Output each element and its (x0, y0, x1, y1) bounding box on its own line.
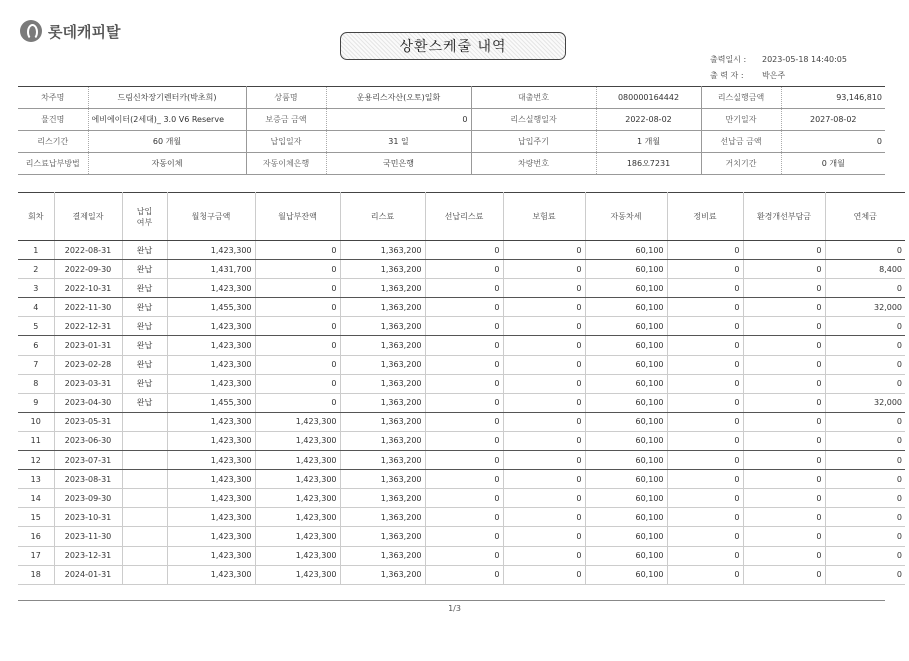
schedule-cell: 1,363,200 (340, 355, 425, 374)
schedule-cell: 0 (503, 317, 585, 336)
schedule-cell: 8 (18, 374, 54, 393)
schedule-cell: 0 (425, 431, 503, 450)
schedule-cell: 2022-08-31 (54, 241, 122, 260)
schedule-column-header: 납입 여부 (122, 193, 167, 241)
schedule-cell: 1,423,300 (255, 508, 340, 527)
company-logo (20, 20, 120, 42)
schedule-cell: 5 (18, 317, 54, 336)
schedule-cell (122, 431, 167, 450)
schedule-cell: 1,363,200 (340, 317, 425, 336)
schedule-cell: 1,423,300 (167, 431, 255, 450)
info-value: 1 개월 (596, 131, 701, 153)
schedule-cell: 0 (503, 279, 585, 298)
schedule-column-header: 정비료 (667, 193, 743, 241)
schedule-cell: 16 (18, 527, 54, 546)
schedule-cell: 2022-09-30 (54, 260, 122, 279)
info-label: 리스실행일자 (471, 109, 596, 131)
info-value: 2027-08-02 (781, 109, 885, 131)
info-value: 0 (326, 109, 471, 131)
schedule-cell: 1,431,700 (167, 260, 255, 279)
schedule-cell (122, 470, 167, 489)
schedule-cell: 1,363,200 (340, 412, 425, 431)
schedule-cell: 0 (503, 527, 585, 546)
schedule-cell: 0 (667, 470, 743, 489)
schedule-cell: 완납 (122, 355, 167, 374)
schedule-cell: 1,423,300 (167, 546, 255, 565)
schedule-cell: 0 (667, 393, 743, 412)
schedule-cell: 0 (425, 489, 503, 508)
schedule-cell: 0 (425, 279, 503, 298)
schedule-cell: 0 (743, 393, 825, 412)
schedule-cell (122, 412, 167, 431)
schedule-cell: 60,100 (585, 431, 667, 450)
schedule-cell: 60,100 (585, 546, 667, 565)
schedule-cell: 60,100 (585, 527, 667, 546)
schedule-cell: 60,100 (585, 565, 667, 584)
schedule-cell: 완납 (122, 279, 167, 298)
schedule-cell: 0 (667, 451, 743, 470)
schedule-cell: 0 (255, 298, 340, 317)
schedule-cell: 0 (825, 279, 905, 298)
schedule-cell: 60,100 (585, 374, 667, 393)
schedule-cell: 2023-12-31 (54, 546, 122, 565)
schedule-cell: 0 (503, 489, 585, 508)
schedule-cell: 0 (667, 317, 743, 336)
schedule-cell: 0 (743, 279, 825, 298)
schedule-cell: 2023-08-31 (54, 470, 122, 489)
info-label: 상품명 (246, 87, 326, 109)
info-label: 선납금 금액 (701, 131, 781, 153)
info-row (18, 109, 885, 131)
schedule-cell: 2023-10-31 (54, 508, 122, 527)
schedule-cell: 0 (667, 298, 743, 317)
schedule-cell: 1,423,300 (255, 546, 340, 565)
schedule-cell: 2022-12-31 (54, 317, 122, 336)
info-row (18, 131, 885, 153)
schedule-cell: 1,423,300 (255, 527, 340, 546)
schedule-cell: 2022-11-30 (54, 298, 122, 317)
schedule-cell: 완납 (122, 336, 167, 355)
schedule-cell: 1,423,300 (255, 412, 340, 431)
schedule-cell: 0 (743, 489, 825, 508)
schedule-cell: 0 (825, 546, 905, 565)
schedule-column-header: 리스료 (340, 193, 425, 241)
schedule-column-header: 선납리스료 (425, 193, 503, 241)
schedule-cell: 12 (18, 451, 54, 470)
schedule-cell: 완납 (122, 317, 167, 336)
schedule-cell: 0 (825, 336, 905, 355)
schedule-cell: 1,423,300 (255, 470, 340, 489)
schedule-cell: 1,363,200 (340, 451, 425, 470)
schedule-cell: 9 (18, 393, 54, 412)
schedule-cell: 6 (18, 336, 54, 355)
schedule-cell: 0 (825, 451, 905, 470)
schedule-row (18, 355, 905, 374)
schedule-cell: 0 (503, 260, 585, 279)
schedule-row (18, 546, 905, 565)
info-value: 60 개월 (88, 131, 246, 153)
schedule-cell: 0 (503, 241, 585, 260)
schedule-cell: 0 (425, 527, 503, 546)
schedule-cell: 0 (825, 470, 905, 489)
schedule-cell: 0 (743, 241, 825, 260)
schedule-cell: 2023-06-30 (54, 431, 122, 450)
schedule-cell: 1,363,200 (340, 546, 425, 565)
schedule-row (18, 565, 905, 584)
schedule-cell (122, 489, 167, 508)
info-label: 보증금 금액 (246, 109, 326, 131)
info-label: 차주명 (18, 87, 88, 109)
schedule-cell: 0 (503, 431, 585, 450)
schedule-cell: 0 (425, 546, 503, 565)
schedule-cell: 1,423,300 (167, 489, 255, 508)
schedule-cell: 60,100 (585, 508, 667, 527)
schedule-cell: 0 (425, 298, 503, 317)
schedule-cell: 0 (825, 241, 905, 260)
schedule-cell: 0 (743, 298, 825, 317)
schedule-cell: 완납 (122, 298, 167, 317)
schedule-cell: 0 (255, 260, 340, 279)
page-number: 1/3 (448, 604, 461, 613)
schedule-cell: 0 (743, 470, 825, 489)
info-label: 리스기간 (18, 131, 88, 153)
info-value: 운용리스자산(오토)일화 (326, 87, 471, 109)
schedule-cell: 15 (18, 508, 54, 527)
schedule-cell: 0 (425, 260, 503, 279)
schedule-cell: 1,423,300 (167, 451, 255, 470)
schedule-cell: 0 (255, 279, 340, 298)
schedule-cell: 0 (825, 489, 905, 508)
schedule-cell: 1,423,300 (255, 565, 340, 584)
schedule-row (18, 317, 905, 336)
schedule-cell: 3 (18, 279, 54, 298)
schedule-row (18, 298, 905, 317)
info-value: 080000164442 (596, 87, 701, 109)
schedule-cell: 0 (425, 508, 503, 527)
schedule-cell: 60,100 (585, 393, 667, 412)
schedule-cell: 1,423,300 (167, 355, 255, 374)
schedule-cell: 0 (743, 412, 825, 431)
schedule-cell: 0 (425, 374, 503, 393)
schedule-column-header: 월납부잔액 (255, 193, 340, 241)
schedule-cell: 0 (255, 336, 340, 355)
schedule-cell: 0 (503, 412, 585, 431)
schedule-cell: 0 (825, 355, 905, 374)
schedule-cell: 0 (503, 393, 585, 412)
info-label: 납입일자 (246, 131, 326, 153)
schedule-column-header: 연체금 (825, 193, 905, 241)
schedule-cell: 0 (667, 412, 743, 431)
schedule-row (18, 279, 905, 298)
schedule-column-header: 월청구금액 (167, 193, 255, 241)
schedule-cell: 0 (825, 508, 905, 527)
schedule-row (18, 508, 905, 527)
schedule-cell: 1,363,200 (340, 260, 425, 279)
schedule-cell: 0 (425, 451, 503, 470)
schedule-cell: 60,100 (585, 336, 667, 355)
schedule-cell: 완납 (122, 241, 167, 260)
schedule-cell: 0 (425, 241, 503, 260)
schedule-cell: 2024-01-31 (54, 565, 122, 584)
schedule-row (18, 393, 905, 412)
info-value: 186오7231 (596, 153, 701, 175)
info-label: 물건명 (18, 109, 88, 131)
schedule-cell: 17 (18, 546, 54, 565)
schedule-column-header: 환경개선부담금 (743, 193, 825, 241)
schedule-cell: 0 (667, 565, 743, 584)
schedule-cell: 0 (503, 508, 585, 527)
schedule-cell: 2 (18, 260, 54, 279)
schedule-cell: 2023-07-31 (54, 451, 122, 470)
schedule-cell (122, 565, 167, 584)
schedule-cell (122, 451, 167, 470)
schedule-cell: 7 (18, 355, 54, 374)
schedule-cell: 1,423,300 (167, 412, 255, 431)
schedule-cell: 60,100 (585, 279, 667, 298)
schedule-cell: 1,423,300 (167, 527, 255, 546)
schedule-column-header: 회차 (18, 193, 54, 241)
schedule-cell: 0 (255, 393, 340, 412)
info-label: 대출번호 (471, 87, 596, 109)
schedule-cell: 1,455,300 (167, 298, 255, 317)
info-value: 93,146,810 (781, 87, 885, 109)
footer-divider (18, 600, 885, 601)
schedule-cell: 1,363,200 (340, 393, 425, 412)
schedule-cell: 2022-10-31 (54, 279, 122, 298)
schedule-row (18, 412, 905, 431)
schedule-cell: 0 (255, 374, 340, 393)
schedule-cell: 완납 (122, 260, 167, 279)
schedule-cell: 0 (743, 336, 825, 355)
schedule-cell: 0 (255, 241, 340, 260)
schedule-column-header: 자동차세 (585, 193, 667, 241)
schedule-cell: 2023-09-30 (54, 489, 122, 508)
schedule-cell: 완납 (122, 374, 167, 393)
print-user-value: 박은주 (762, 71, 786, 80)
schedule-cell: 1,363,200 (340, 565, 425, 584)
schedule-cell: 0 (825, 412, 905, 431)
schedule-cell (122, 508, 167, 527)
schedule-cell: 60,100 (585, 470, 667, 489)
schedule-row (18, 470, 905, 489)
schedule-cell: 0 (425, 355, 503, 374)
schedule-cell: 1,363,200 (340, 241, 425, 260)
schedule-cell: 0 (667, 279, 743, 298)
schedule-cell: 0 (425, 393, 503, 412)
schedule-cell: 0 (743, 451, 825, 470)
schedule-cell: 0 (255, 355, 340, 374)
schedule-cell: 0 (425, 565, 503, 584)
logo-emblem-icon (20, 20, 42, 42)
schedule-cell: 0 (667, 508, 743, 527)
schedule-cell: 2023-11-30 (54, 527, 122, 546)
info-value: 국민은행 (326, 153, 471, 175)
repayment-schedule-table (18, 192, 905, 585)
schedule-cell: 11 (18, 431, 54, 450)
schedule-cell: 0 (743, 355, 825, 374)
schedule-cell: 1,363,200 (340, 279, 425, 298)
schedule-cell: 0 (503, 336, 585, 355)
schedule-column-header: 보험료 (503, 193, 585, 241)
schedule-cell: 2023-03-31 (54, 374, 122, 393)
schedule-cell: 0 (503, 565, 585, 584)
schedule-row (18, 527, 905, 546)
schedule-cell: 0 (503, 546, 585, 565)
schedule-row (18, 260, 905, 279)
schedule-cell: 1,363,200 (340, 298, 425, 317)
schedule-cell: 1,363,200 (340, 489, 425, 508)
schedule-cell: 0 (743, 546, 825, 565)
schedule-cell: 1,363,200 (340, 374, 425, 393)
schedule-cell: 0 (425, 317, 503, 336)
info-value: 0 개월 (781, 153, 885, 175)
schedule-cell: 0 (503, 451, 585, 470)
info-value: 2022-08-02 (596, 109, 701, 131)
print-user-label: 출 력 자 : (710, 71, 744, 80)
schedule-cell: 60,100 (585, 355, 667, 374)
schedule-cell: 0 (503, 355, 585, 374)
schedule-cell: 0 (667, 489, 743, 508)
info-value: 31 일 (326, 131, 471, 153)
schedule-cell: 0 (825, 374, 905, 393)
contract-info-table (18, 86, 885, 175)
info-value: 자동이체 (88, 153, 246, 175)
schedule-cell: 1,423,300 (167, 508, 255, 527)
schedule-cell (122, 527, 167, 546)
schedule-cell (122, 546, 167, 565)
schedule-cell: 1,363,200 (340, 431, 425, 450)
schedule-cell: 1,423,300 (167, 336, 255, 355)
info-label: 리스실행금액 (701, 87, 781, 109)
schedule-cell: 0 (667, 260, 743, 279)
schedule-cell: 0 (743, 565, 825, 584)
schedule-cell: 0 (743, 508, 825, 527)
schedule-cell: 1,423,300 (167, 317, 255, 336)
info-value: 에비에이터(2세대)_ 3.0 V6 Reserve (88, 109, 246, 131)
schedule-cell: 14 (18, 489, 54, 508)
schedule-cell: 60,100 (585, 489, 667, 508)
schedule-row (18, 489, 905, 508)
schedule-cell: 0 (667, 374, 743, 393)
schedule-cell: 2023-02-28 (54, 355, 122, 374)
schedule-cell: 0 (825, 317, 905, 336)
schedule-cell: 0 (425, 470, 503, 489)
schedule-cell: 2023-04-30 (54, 393, 122, 412)
print-info (710, 52, 847, 84)
schedule-row (18, 451, 905, 470)
schedule-cell: 1,363,200 (340, 527, 425, 546)
schedule-cell: 1,423,300 (167, 374, 255, 393)
schedule-cell: 1,455,300 (167, 393, 255, 412)
schedule-cell: 0 (503, 298, 585, 317)
schedule-cell: 10 (18, 412, 54, 431)
schedule-cell: 0 (825, 565, 905, 584)
schedule-cell: 1,423,300 (167, 470, 255, 489)
schedule-cell: 60,100 (585, 451, 667, 470)
schedule-cell: 8,400 (825, 260, 905, 279)
schedule-cell: 1,363,200 (340, 470, 425, 489)
schedule-row (18, 374, 905, 393)
schedule-cell: 0 (743, 317, 825, 336)
schedule-cell: 0 (255, 317, 340, 336)
schedule-cell: 1,423,300 (255, 431, 340, 450)
info-value: 0 (781, 131, 885, 153)
schedule-cell: 4 (18, 298, 54, 317)
schedule-cell: 1,423,300 (255, 451, 340, 470)
schedule-cell: 2023-01-31 (54, 336, 122, 355)
info-label: 만기일자 (701, 109, 781, 131)
schedule-cell: 0 (743, 260, 825, 279)
document-title: 상환스케줄 내역 (340, 32, 566, 60)
info-row (18, 153, 885, 175)
schedule-cell: 1 (18, 241, 54, 260)
schedule-cell: 2023-05-31 (54, 412, 122, 431)
schedule-cell: 13 (18, 470, 54, 489)
schedule-row (18, 241, 905, 260)
schedule-cell: 60,100 (585, 241, 667, 260)
schedule-cell: 60,100 (585, 298, 667, 317)
schedule-cell: 0 (667, 336, 743, 355)
schedule-cell: 1,363,200 (340, 336, 425, 355)
schedule-cell: 18 (18, 565, 54, 584)
info-label: 차량번호 (471, 153, 596, 175)
schedule-cell: 60,100 (585, 260, 667, 279)
schedule-row (18, 431, 905, 450)
schedule-cell: 0 (503, 470, 585, 489)
schedule-cell: 1,423,300 (167, 279, 255, 298)
schedule-cell: 1,423,300 (167, 565, 255, 584)
schedule-cell: 0 (667, 431, 743, 450)
schedule-cell: 0 (743, 527, 825, 546)
schedule-cell: 0 (503, 374, 585, 393)
schedule-cell: 32,000 (825, 393, 905, 412)
info-label: 납입주기 (471, 131, 596, 153)
schedule-cell: 0 (667, 527, 743, 546)
info-value: 드림신차장기렌터카(박초희) (88, 87, 246, 109)
schedule-cell: 0 (825, 527, 905, 546)
info-label: 거치기간 (701, 153, 781, 175)
schedule-cell: 1,423,300 (167, 241, 255, 260)
schedule-cell: 0 (743, 374, 825, 393)
schedule-cell: 1,363,200 (340, 508, 425, 527)
schedule-cell: 0 (825, 431, 905, 450)
schedule-cell: 0 (667, 546, 743, 565)
print-date-value: 2023-05-18 14:40:05 (762, 55, 847, 64)
schedule-cell: 0 (667, 355, 743, 374)
schedule-cell: 0 (743, 431, 825, 450)
info-label: 리스료납부방법 (18, 153, 88, 175)
schedule-cell: 0 (425, 336, 503, 355)
schedule-cell: 0 (425, 412, 503, 431)
schedule-row (18, 336, 905, 355)
info-label: 자동이체은행 (246, 153, 326, 175)
schedule-cell: 0 (667, 241, 743, 260)
schedule-cell: 1,423,300 (255, 489, 340, 508)
info-row (18, 87, 885, 109)
schedule-cell: 60,100 (585, 317, 667, 336)
schedule-column-header: 결제일자 (54, 193, 122, 241)
schedule-cell: 32,000 (825, 298, 905, 317)
print-date-label: 출력일시 : (710, 55, 747, 64)
schedule-cell: 60,100 (585, 412, 667, 431)
schedule-cell: 완납 (122, 393, 167, 412)
company-name: 롯데캐피탈 (48, 22, 121, 41)
